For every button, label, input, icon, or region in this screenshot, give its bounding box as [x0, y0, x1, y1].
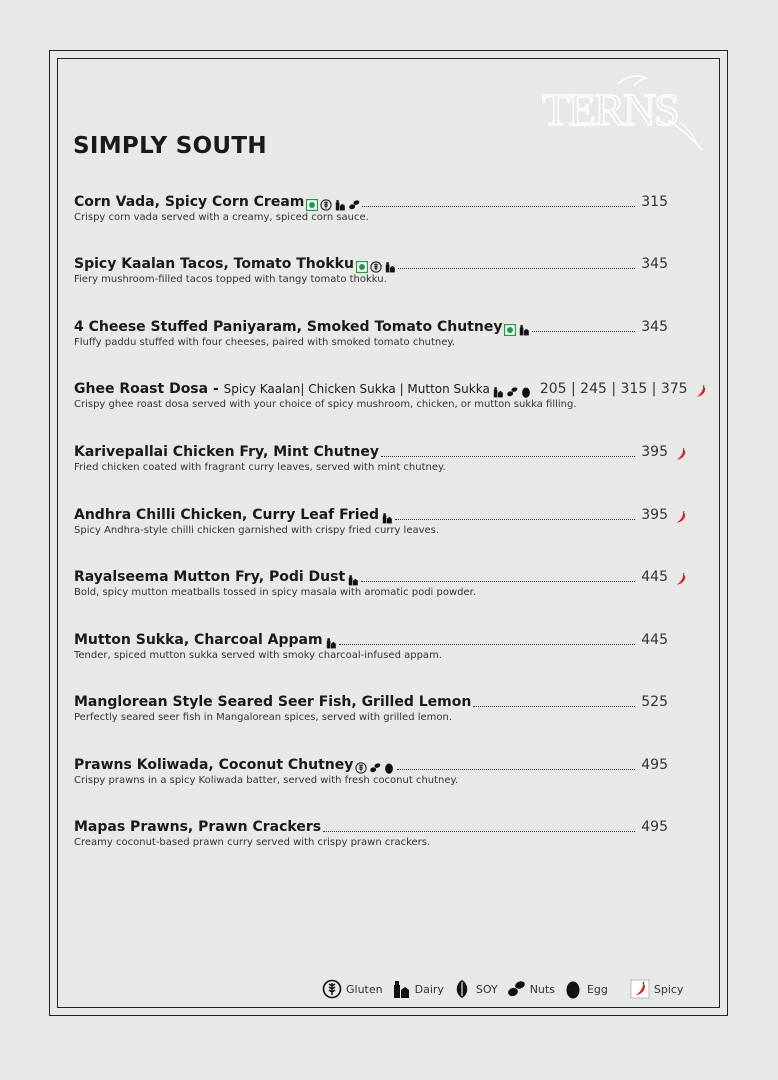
menu-item-price: 445	[641, 569, 668, 585]
menu-item-price: 345	[641, 319, 668, 335]
menu-item-description: Crispy corn vada served with a creamy, spiced corn sauce.	[74, 212, 369, 223]
menu-item-name	[74, 506, 379, 524]
menu-item-title: Ghee Roast Dosa -	[74, 381, 224, 397]
nuts-icon	[506, 979, 526, 999]
legend-entry	[506, 979, 555, 999]
egg-icon	[520, 386, 532, 398]
menu-item-name	[74, 443, 379, 461]
menu-item	[74, 189, 690, 229]
menu-item-name	[74, 631, 323, 649]
dot-leader	[397, 768, 635, 770]
menu-item	[74, 689, 690, 729]
menu-item-title: Mutton Sukka, Charcoal Appam	[74, 632, 323, 648]
menu-item	[74, 314, 690, 354]
terns-logo	[540, 70, 705, 155]
dairy-icon	[381, 512, 393, 524]
legend-label: Dairy	[414, 982, 444, 996]
dot-leader	[473, 705, 635, 707]
egg-icon	[563, 979, 583, 999]
dairy-icon	[325, 637, 337, 649]
menu-item-price: 345	[641, 256, 668, 272]
menu-item-row	[74, 376, 690, 398]
section-title: SIMPLY SOUTH	[73, 133, 267, 159]
menu-item-row	[74, 564, 690, 586]
allergen-icons	[347, 570, 359, 586]
menu-item-row	[74, 189, 690, 211]
menu-item-name	[74, 318, 502, 336]
menu-item-description: Perfectly seared seer fish in Mangalorean spices, served with grilled lemon.	[74, 712, 453, 723]
allergen-icons	[325, 633, 337, 649]
menu-item-description: Fried chicken coated with fragrant curry leaves, served with mint chutney.	[74, 462, 446, 473]
menu-item	[74, 752, 690, 792]
menu-item-name	[74, 568, 345, 586]
menu-item-row	[74, 627, 690, 649]
menu-item-title: Corn Vada, Spicy Corn Cream	[74, 194, 305, 210]
menu-item-price: 495	[641, 757, 668, 773]
menu-item-name	[74, 255, 354, 273]
menu-item-title: 4 Cheese Stuffed Paniyaram, Smoked Tomato Chutney	[74, 319, 503, 335]
menu-item	[74, 439, 690, 479]
dairy-icon	[384, 261, 396, 273]
veg-icon	[504, 324, 516, 336]
menu-item-price: 445	[641, 632, 668, 648]
menu-item-price: 205 | 245 | 315 | 375	[539, 381, 688, 397]
dot-leader	[398, 267, 635, 269]
menu-item-description: Bold, spicy mutton meatballs tossed in spicy masala with aromatic podi powder.	[74, 587, 477, 598]
legend-entry	[563, 979, 608, 999]
chili-icon	[694, 384, 708, 398]
menu-item	[74, 251, 690, 291]
menu-item-description: Crispy prawns in a spicy Koliwada batter, served with fresh coconut chutney.	[74, 775, 459, 786]
dot-leader	[339, 643, 636, 645]
dairy-icon	[391, 979, 411, 999]
menu-item-row	[74, 502, 690, 524]
legend-label: Gluten	[346, 982, 383, 996]
chili-icon	[674, 572, 690, 586]
nuts-icon	[369, 762, 381, 774]
menu-item	[74, 627, 690, 667]
menu-item-title: Manglorean Style Seared Seer Fish, Grilled Lemon	[74, 694, 472, 710]
menu-item	[74, 376, 690, 416]
menu-item-description: Crispy ghee roast dosa served with your choice of spicy mushroom, chicken, or mutton sukka filling.	[74, 399, 577, 410]
dairy-icon	[518, 324, 530, 336]
allergen-icons	[492, 382, 532, 398]
menu-item-name	[74, 756, 353, 774]
menu-item-options: Spicy Kaalan| Chicken Sukka | Mutton Sukka	[223, 382, 490, 396]
menu-item-title: Andhra Chilli Chicken, Curry Leaf Fried	[74, 507, 380, 523]
dairy-icon	[347, 574, 359, 586]
menu-item-title: Prawns Koliwada, Coconut Chutney	[74, 757, 354, 773]
menu-item-description: Fiery mushroom-filled tacos topped with tangy tomato thokku.	[74, 274, 387, 285]
allergen-legend	[322, 978, 691, 1000]
egg-icon	[383, 762, 395, 774]
gluten-icon	[322, 979, 342, 999]
allergen-icons	[355, 758, 395, 774]
dairy-icon	[334, 199, 346, 211]
menu-item-row	[74, 251, 690, 273]
legend-label: Nuts	[529, 982, 555, 996]
nuts-icon	[506, 386, 518, 398]
menu-item-row	[74, 439, 690, 461]
nuts-icon	[348, 199, 360, 211]
allergen-icons	[381, 508, 393, 524]
menu-item-row	[74, 752, 690, 774]
menu-item-name	[74, 380, 490, 398]
menu-item-description: Fluffy paddu stuffed with four cheeses, paired with smoked tomato chutney.	[74, 337, 456, 348]
legend-entry	[630, 979, 684, 999]
dot-leader	[361, 580, 635, 582]
dot-leader	[532, 330, 635, 332]
dot-leader	[323, 830, 635, 832]
menu-item-title: Karivepallai Chicken Fry, Mint Chutney	[74, 444, 379, 460]
legend-label: Spicy	[653, 982, 684, 996]
gluten-icon	[370, 261, 382, 273]
allergen-icons	[356, 257, 396, 273]
spicy-icon	[630, 979, 650, 999]
menu-item-description: Tender, spiced mutton sukka served with smoky charcoal-infused appam.	[74, 650, 442, 661]
menu-item-price: 395	[641, 444, 668, 460]
menu-item-price: 525	[641, 694, 668, 710]
allergen-icons	[306, 195, 360, 211]
chili-icon	[674, 510, 690, 524]
allergen-icons	[504, 320, 530, 336]
menu-item	[74, 502, 690, 542]
menu-item-price: 315	[641, 194, 668, 210]
gluten-icon	[355, 762, 367, 774]
menu-item-name	[74, 193, 304, 211]
legend-entry	[322, 979, 383, 999]
menu-item-description: Creamy coconut-based prawn curry served with crispy prawn crackers.	[74, 837, 431, 848]
dot-leader	[362, 205, 635, 207]
menu-item-name	[74, 693, 471, 711]
legend-entry	[452, 979, 498, 999]
dot-leader	[395, 518, 635, 520]
veg-icon	[306, 199, 318, 211]
menu-item-price: 395	[641, 507, 668, 523]
menu-item-row	[74, 814, 690, 836]
legend-label: SOY	[475, 982, 498, 996]
menu-item	[74, 564, 690, 604]
menu-item-title: Mapas Prawns, Prawn Crackers	[74, 819, 322, 835]
menu-item-description: Spicy Andhra-style chilli chicken garnished with crispy fried curry leaves.	[74, 525, 440, 536]
veg-icon	[356, 261, 368, 273]
svg-text:TERNS: TERNS	[542, 84, 678, 135]
menu-item-name	[74, 818, 321, 836]
gluten-icon	[320, 199, 332, 211]
menu-item-title: Rayalseema Mutton Fry, Podi Dust	[74, 569, 346, 585]
chili-icon	[674, 447, 690, 461]
menu-item	[74, 814, 690, 854]
legend-entry	[391, 979, 444, 999]
soy-icon	[452, 979, 472, 999]
menu-item-row	[74, 314, 690, 336]
legend-label: Egg	[586, 982, 608, 996]
menu-item-price: 495	[641, 819, 668, 835]
menu-item-title: Spicy Kaalan Tacos, Tomato Thokku	[74, 256, 354, 272]
menu-item-row	[74, 689, 690, 711]
dot-leader	[381, 455, 635, 457]
dairy-icon	[492, 386, 504, 398]
